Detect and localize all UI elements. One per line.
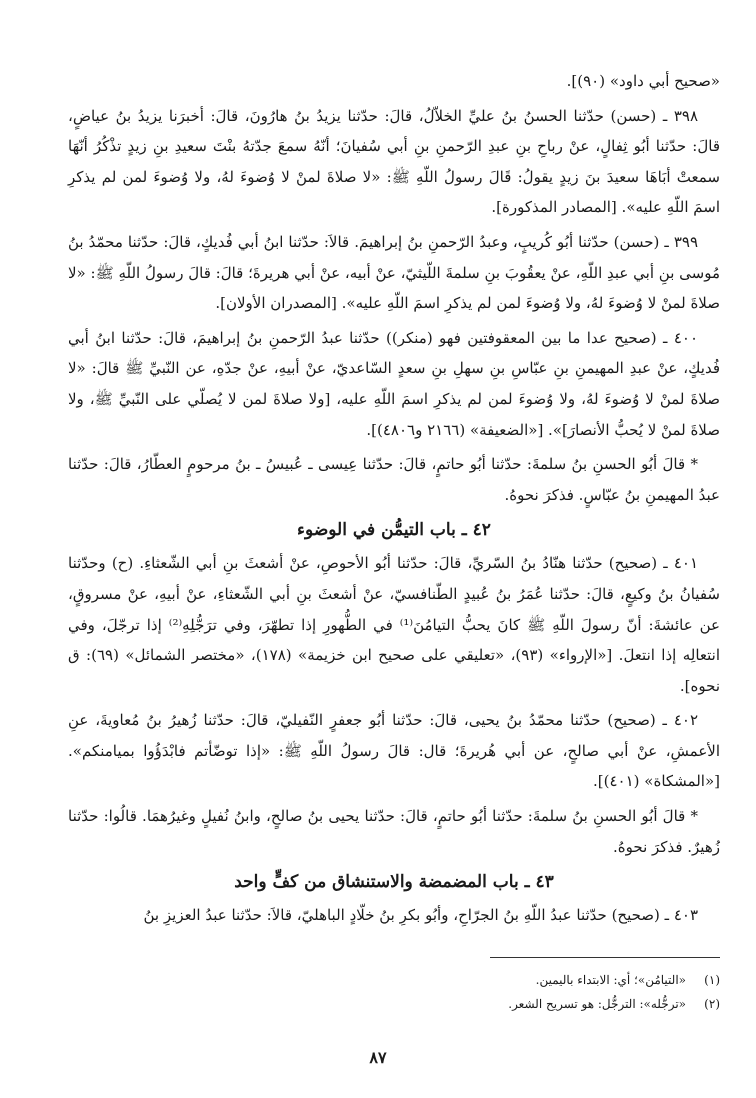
footnote-number: (٢)	[704, 997, 720, 1011]
hadith-399: ٣٩٩ ـ (حسن) حدّثنا أبُو كُريبٍ، وعبدُ الرّحمنِ بنُ إبراهيمَ. قالاَ: حدّثنا ابنُ أبي فُديكٍ، قالَ: حدّثنا محمّدُ بنُ مُوسى بنِ أبي عبدِ اللّهِ، عنْ يعقُوبَ بنِ سلمةَ اللّيثيّ، عنْ أبيه، عنْ أبي هريرةَ؛ قالَ: قالَ رسولُ اللّهِ ﷺ: «لا صلاةَ لمنْ لا وُضوءَ لهُ، ولا وُضوءَ لمن لم يذكرِ اسمَ اللّهِ عليه». [المصدران الأولان].	[68, 232, 720, 313]
paragraph-continuation: «صحيح أبي داود» (٩٠)].	[566, 72, 720, 90]
chapter-heading-42: ٤٢ ـ باب التيمُّن في الوضوء	[297, 520, 491, 541]
footnote-text: «ترجُّله»: الترجُّل: هو تسريح الشعر.	[508, 997, 686, 1011]
footnote-divider	[490, 957, 720, 958]
hadith-398: ٣٩٨ ـ (حسن) حدّثنا الحسنُ بنُ عليِّ الخلاّلُ، قالَ: حدّثنا يزيدُ بنُ هارُونَ، قالَ: أخبرَنا يزيدُ بنُ عياضٍ، قالَ: حدّثنا أبُو ثِفالٍ، عنْ رباحِ بنِ عبدِ الرّحمنِ بنِ أبي سُفيانَ؛ أنّهُ سمعَ جدّتهُ بنْتَ سعيدِ بنِ زيدٍ تذْكُرُ أنّهَا سمعتْ أبَاهَا سعيدَ بنَ زيدٍ يقولُ: قَالَ رسولُ اللّهِ ﷺ: «لا صلاةَ لمنْ لا وُضوءَ لهُ، ولا وُضوءَ لمن لم يذكرِ اسمَ اللّهِ عليه». [المصادر المذكورة].	[68, 106, 720, 217]
footnote-item	[80, 968, 720, 992]
hadith-403: ٤٠٣ ـ (صحيح) حدّثنا عبدُ اللّهِ بنُ الجرّاحِ، وأبُو بكرِ بنُ خلّادٍ الباهليّ، قالاَ: حدّثنا عبدُ العزيزِ بنُ	[143, 906, 698, 925]
footnote-text: «التيامُن»؛ أي: الابتداء باليمين.	[535, 973, 686, 987]
chapter-heading-43: ٤٣ ـ باب المضمضة والاستنشاق من كفٍّ واحد	[234, 872, 554, 893]
footnote-number: (١)	[704, 973, 720, 987]
footnote-item	[80, 992, 720, 1016]
page-body	[68, 66, 720, 935]
hadith-401: ٤٠١ ـ (صحيح) حدّثنا هنّادُ بنُ السّريِّ، قالَ: حدّثنا أبُو الأحوصِ، عنْ أشعثَ بنِ أبي الشّعثاءِ. (ح) وحدّثنا سُفيانُ بنُ وكيعٍ، قالَ: حدّثنا عُمَرُ بنُ عُبيدٍ الطّنافسيّ، عنْ أشعثَ بنِ أبي الشّعثاءِ، عنْ أبيهِ، عنْ مسروقٍ، عن عائشةَ: أنّ رسولَ اللّهِ ﷺ كانَ يحبُّ التيامُنَ⁽¹⁾ في الطُّهورِ إذا تطهّرَ، وفي ترَجُّلِهِ⁽²⁾ إذا ترجّلَ، وفي انتعالِه إذا انتعلَ. [«الإرواء» (٩٣)، «تعليقي على صحيح ابن خزيمة» (١٧٨)، «مختصر الشمائل» (٦٩): ق نحوه].	[68, 554, 721, 695]
footnotes	[80, 968, 720, 1016]
hadith-402: ٤٠٢ ـ (صحيح) حدّثنا محمّدُ بنُ يحيى، قالَ: حدّثنا أبُو جعفرٍ النّفيليّ، قالَ: حدّثنا زُهيرُ بنُ مُعاويةَ، عنِ الأعمشِ، عنْ أبي صالحٍ، عن أبي هُريرةَ؛ قال: قالَ رسولُ اللّهِ ﷺ: «إذا توضّأتم فابْدَؤُوا بميامنكم». [«المشكاة» (٤٠١)].	[68, 711, 720, 791]
page-number: ٨٧	[369, 1048, 387, 1067]
note-paragraph: * قالَ أبُو الحسنِ بنُ سلمةَ: حدّثنا أبُو حاتمٍ، قالَ: حدّثنا يحيى بنُ صالحٍ، وابنُ نُفيلٍ وغيرُهمَا. قالُوا: حدّثنا زُهيرٌ. فذكرَ نحوهُ.	[68, 807, 720, 856]
hadith-400: ٤٠٠ ـ (صحيح عدا ما بين المعقوفتين فهو (منكر)) حدّثنا عبدُ الرّحمنِ بنُ إبراهيمَ، قالَ: حدّثنا ابنُ أبي فُديكٍ، عنْ عبدِ المهيمنِ بنِ عبّاسِ بنِ سهلِ بنِ سعدٍ السّاعديّ، عنْ أبيهِ، عنْ جدّهِ، عن النّبيِّ ﷺ قالَ: «لا صلاةَ لمنْ لا وُضوءَ لهُ، ولا وُضوءَ لمن لم يذكرِ اسمَ اللّهِ عليه، [ولا صلاةَ لمن لا يُصلّي على النّبيِّ ﷺ، ولا صلاةَ لمنْ لا يُحبُّ الأنصارَ]». [«الضعيفة» (٢١٦٦ و٤٨٠٦)].	[68, 328, 720, 439]
note-paragraph: * قالَ أبُو الحسنِ بنُ سلمةَ: حدّثنا أبُو حاتمٍ، قالَ: حدّثنا عِيسى ـ عُبيسُ ـ بنُ مرحومٍ العطّارُ، قالَ: حدّثنا عبدُ المهيمنِ بنُ عبّاسٍ. فذكرَ نحوهُ.	[68, 455, 720, 504]
